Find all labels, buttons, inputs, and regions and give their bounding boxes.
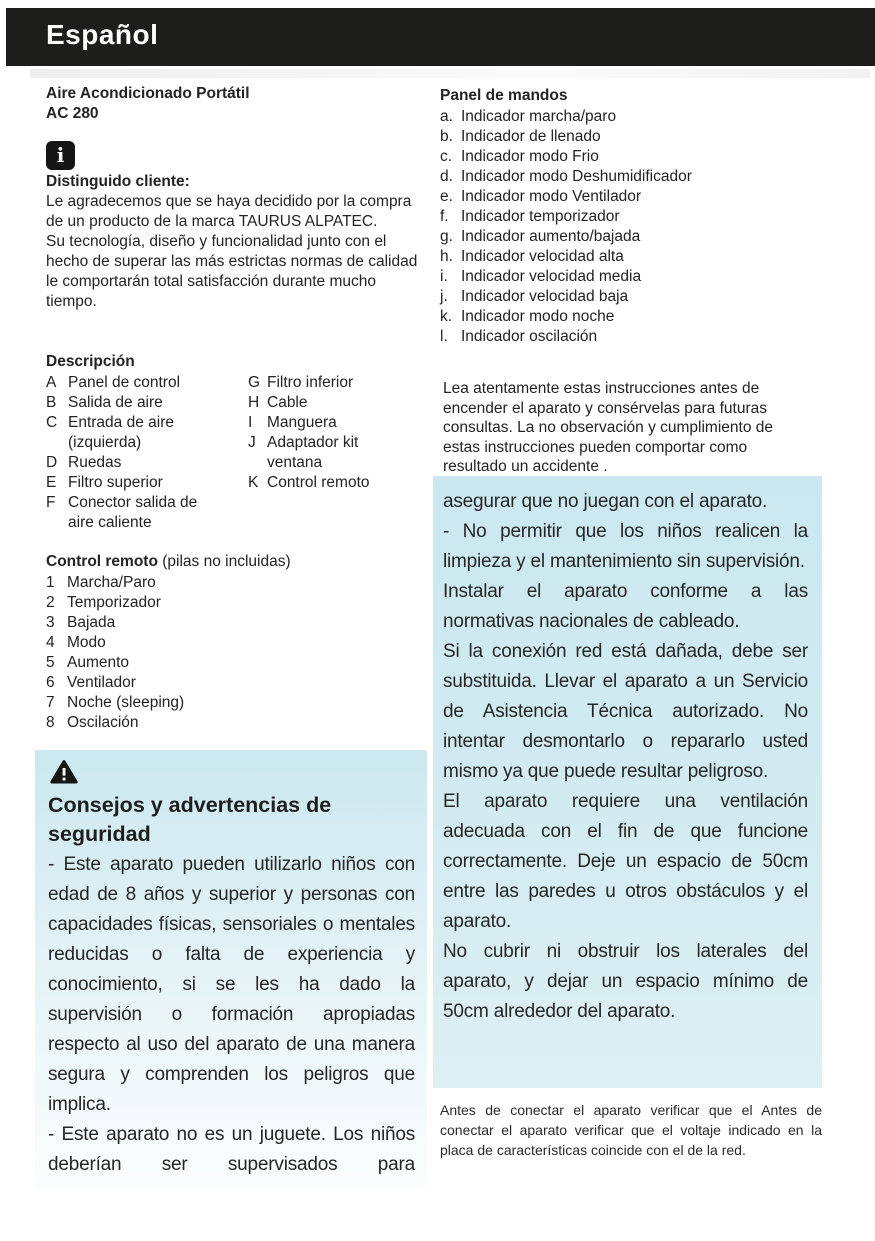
item-label: Manguera <box>267 414 337 431</box>
item-key: C <box>46 414 58 431</box>
product-name: Aire Acondicionado Portátil <box>46 85 250 102</box>
language-header-bar <box>6 8 875 66</box>
scan-artifact <box>30 69 870 78</box>
language-title: Español <box>46 19 159 50</box>
client-heading: Distinguido cliente: <box>46 173 190 190</box>
item-key: g. <box>440 228 453 245</box>
item-label: Conector salida de aire caliente <box>68 494 198 531</box>
list-item <box>248 433 426 473</box>
item-key: k. <box>440 308 453 325</box>
list-item <box>440 287 812 307</box>
item-key: d. <box>440 168 453 185</box>
list-item <box>46 693 366 713</box>
list-item <box>46 633 366 653</box>
list-item <box>46 473 242 493</box>
item-label: Indicador velocidad baja <box>461 288 629 305</box>
list-item <box>46 413 242 453</box>
item-label: Indicador marcha/paro <box>461 108 617 125</box>
list-item <box>440 327 812 347</box>
safety-heading: Consejos y advertencias de seguridad <box>48 793 332 846</box>
item-label: Oscilación <box>67 714 139 731</box>
list-item <box>440 167 812 187</box>
item-key: e. <box>440 188 453 205</box>
list-item <box>440 147 812 167</box>
item-key: h. <box>440 248 453 265</box>
item-label: Ventilador <box>67 674 136 691</box>
safety-paragraph: - Este aparato no es un juguete. Los niños deberían ser supervisados para <box>48 1124 415 1175</box>
description-heading: Descripción <box>46 353 135 370</box>
safety-paragraph: Instalar el aparato conforme a las normativas nacionales de cableado. <box>443 581 808 632</box>
info-icon-glyph: i <box>56 143 65 167</box>
item-key: I <box>248 414 253 431</box>
item-key: i. <box>440 268 448 285</box>
client-paragraphs <box>46 192 424 312</box>
item-label: Indicador velocidad alta <box>461 248 624 265</box>
item-label: Ruedas <box>68 454 122 471</box>
item-key: H <box>248 394 260 411</box>
info-icon <box>46 141 75 170</box>
item-label: Temporizador <box>67 594 161 611</box>
item-label: Indicador modo noche <box>461 308 615 325</box>
remote-list <box>46 573 366 733</box>
item-label: Bajada <box>67 614 116 631</box>
item-num: 6 <box>46 674 55 691</box>
client-paragraph: Le agradecemos que se haya decidido por la compra de un producto de la marca TAURUS ALPATEC. <box>46 193 412 230</box>
list-item <box>440 127 812 147</box>
list-item <box>46 393 242 413</box>
item-key: f. <box>440 208 449 225</box>
safety-paragraph: - No permitir que los niños realicen la limpieza y el mantenimiento sin supervisión. <box>443 521 808 572</box>
item-key: j. <box>440 288 448 305</box>
list-item <box>46 493 242 533</box>
list-item <box>248 393 426 413</box>
description-list-right <box>248 373 426 493</box>
list-item <box>46 713 366 733</box>
item-key: F <box>46 494 56 511</box>
remote-heading-bold: Control remoto <box>46 553 158 570</box>
item-label: Marcha/Paro <box>67 574 156 591</box>
list-item <box>440 307 812 327</box>
safety-advice-box <box>35 750 427 1188</box>
list-item <box>248 373 426 393</box>
item-key: D <box>46 454 58 471</box>
item-label: Noche (sleeping) <box>67 694 185 711</box>
item-label: Adaptador kit ventana <box>267 434 359 471</box>
item-num: 1 <box>46 574 55 591</box>
warning-icon <box>50 759 78 785</box>
item-label: Indicador oscilación <box>461 328 598 345</box>
item-label: Panel de control <box>68 374 181 391</box>
item-key: G <box>248 374 261 391</box>
item-num: 5 <box>46 654 55 671</box>
item-key: E <box>46 474 57 491</box>
item-label: Indicador modo Frio <box>461 148 599 165</box>
list-item <box>46 573 366 593</box>
item-label: Indicador de llenado <box>461 128 601 145</box>
item-label: Salida de aire <box>68 394 163 411</box>
item-label: Indicador aumento/bajada <box>461 228 641 245</box>
safety-paragraph: Si la conexión red está dañada, debe ser substituida. Llevar el aparato a un Servicio de Asistencia Técnica autorizado. No intentar desmontarlo o repararlo usted mismo ya que puede resultar peligroso. <box>443 641 808 782</box>
safety-paragraph: asegurar que no juegan con el aparato. <box>443 491 768 512</box>
voltage-note: Antes de conectar el aparato verificar que el Antes de conectar el aparato verificar que el voltaje indicado en la placa de características coincide con el de la red. <box>440 1102 822 1158</box>
safety-paragraph: No cubrir ni obstruir los laterales del aparato, y dejar un espacio mínimo de 50cm alrededor del aparato. <box>443 941 808 1022</box>
item-label: Indicador temporizador <box>461 208 620 225</box>
panel-list <box>440 107 812 347</box>
item-label: Control remoto <box>267 474 370 491</box>
panel-heading: Panel de mandos <box>440 87 568 104</box>
list-item <box>248 473 426 493</box>
remote-heading-note: (pilas no incluidas) <box>157 553 291 570</box>
safety-paragraph: El aparato requiere una ventilación adecuada con el fin de que funcione correctamente. Deje un espacio de 50cm entre las paredes u otros obstáculos y el aparato. <box>443 791 808 932</box>
product-title <box>46 84 426 124</box>
list-item <box>46 653 366 673</box>
item-label: Modo <box>67 634 106 651</box>
item-num: 3 <box>46 614 55 631</box>
item-num: 7 <box>46 694 55 711</box>
description-list-left <box>46 373 242 533</box>
remote-heading <box>46 552 291 572</box>
list-item <box>440 267 812 287</box>
list-item <box>46 673 366 693</box>
list-item <box>440 227 812 247</box>
item-label: Cable <box>267 394 308 411</box>
item-label: Filtro inferior <box>267 374 354 391</box>
safety-paragraph: - Este aparato pueden utilizarlo niños con edad de 8 años y superior y personas con capacidades físicas, sensoriales o mentales reducidas o falta de experiencia y conocimiento, si se les ha dado la supervisión o formación apropiadas respecto al uso del aparato de una manera segura y comprenden los peligros que implica. <box>48 854 415 1115</box>
list-item <box>440 207 812 227</box>
item-num: 4 <box>46 634 55 651</box>
product-model: AC 280 <box>46 105 99 122</box>
item-num: 8 <box>46 714 55 731</box>
list-item <box>46 373 242 393</box>
list-item <box>46 593 366 613</box>
item-label: Entrada de aire (izquierda) <box>68 414 174 451</box>
list-item <box>440 247 812 267</box>
item-key: a. <box>440 108 453 125</box>
safety-continuation-box <box>433 476 822 1088</box>
read-notice: Lea atentamente estas instrucciones antes de encender el aparato y consérvelas para futuras consultas. La no observación y cumplimiento de estas instrucciones pueden comportar como resultado un accidente . <box>443 380 773 475</box>
list-item <box>440 107 812 127</box>
list-item <box>46 453 242 473</box>
item-key: J <box>248 434 256 451</box>
list-item <box>46 613 366 633</box>
list-item <box>440 187 812 207</box>
item-key: c. <box>440 148 453 165</box>
item-label: Indicador modo Ventilador <box>461 188 642 205</box>
item-label: Filtro superior <box>68 474 163 491</box>
item-label: Indicador velocidad media <box>461 268 642 285</box>
item-key: B <box>46 394 57 411</box>
item-key: l. <box>440 328 448 345</box>
list-item <box>248 413 426 433</box>
item-label: Aumento <box>67 654 130 671</box>
item-key: K <box>248 474 259 491</box>
item-num: 2 <box>46 594 55 611</box>
item-key: A <box>46 374 57 391</box>
client-paragraph: Su tecnología, diseño y funcionalidad junto con el hecho de superar las más estrictas normas de calidad le comportarán total satisfacción durante mucho tiempo. <box>46 233 418 310</box>
item-key: b. <box>440 128 453 145</box>
item-label: Indicador modo Deshumidificador <box>461 168 692 185</box>
